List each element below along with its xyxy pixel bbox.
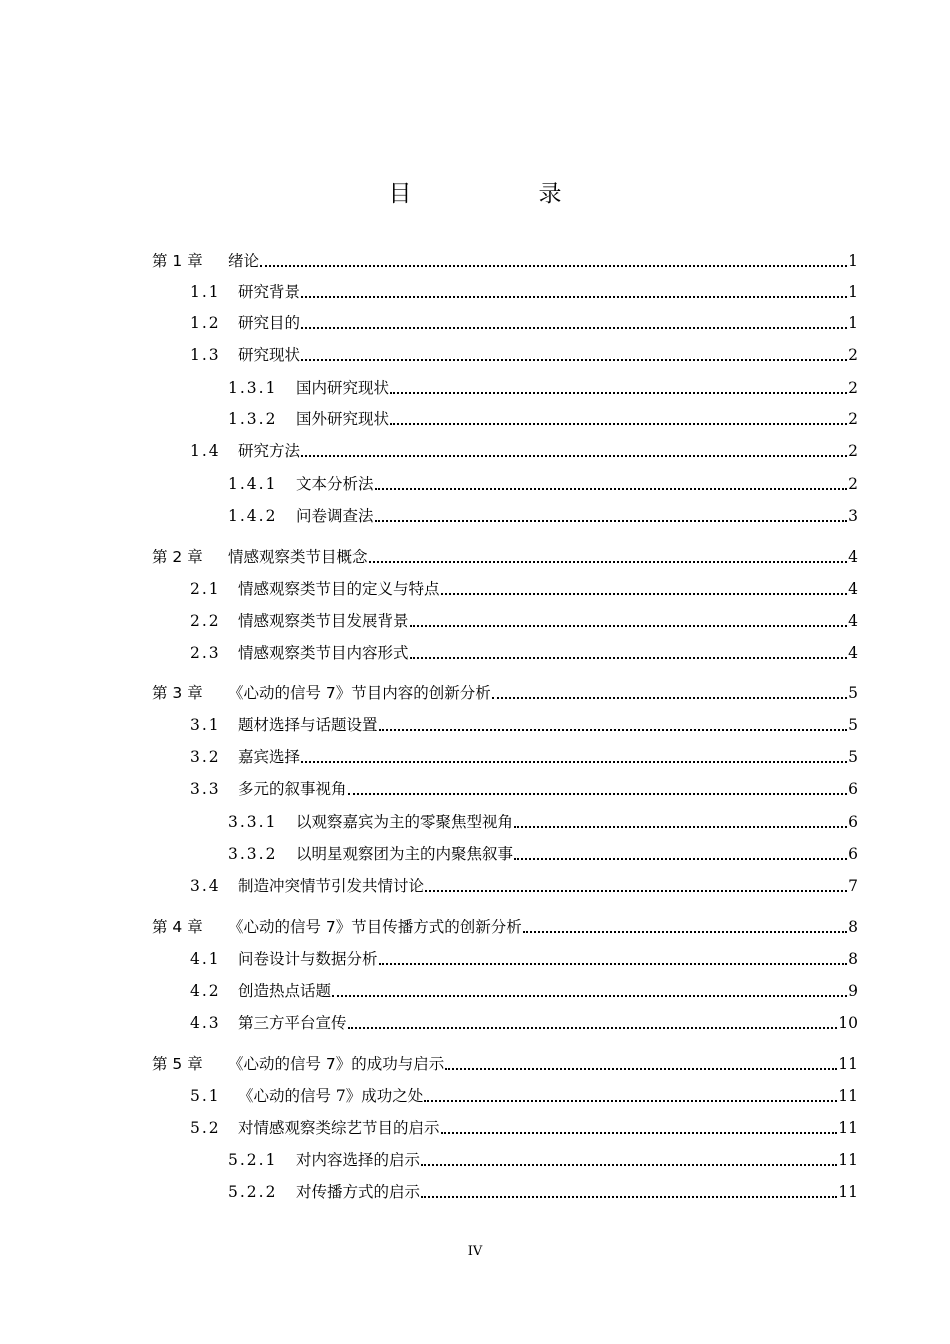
toc-entry-title: 以观察嘉宾为主的零聚焦型视角 — [296, 813, 514, 831]
toc-entry-page: 2 — [848, 346, 858, 364]
toc-entry-page: 5 — [848, 716, 858, 734]
toc-entry-number: 2.1 — [190, 580, 221, 598]
toc-entry-title: 多元的叙事视角 — [238, 780, 347, 798]
toc-entry-page: 5 — [848, 684, 858, 702]
toc-entry-number: 4.3 — [190, 1014, 221, 1032]
toc-dot-leader — [260, 264, 847, 267]
toc-section-entry[interactable] — [0, 440, 858, 462]
toc-dot-leader — [375, 487, 848, 490]
toc-entry-title: 《心动的信号 7》成功之处 — [238, 1087, 424, 1105]
toc-entry-title: 制造冲突情节引发共情讨论 — [238, 877, 425, 895]
toc-section-entry[interactable] — [0, 505, 858, 527]
toc-section-entry[interactable] — [0, 778, 858, 800]
toc-entry-title: 第三方平台宣传 — [238, 1014, 347, 1032]
toc-entry-title: 情感观察类节目内容形式 — [238, 644, 409, 662]
toc-entry-title: 情感观察类节目发展背景 — [238, 612, 409, 630]
toc-entry-page: 4 — [848, 548, 858, 566]
toc-dot-leader — [379, 962, 848, 965]
toc-entry-title: 对情感观察类综艺节目的启示 — [238, 1119, 440, 1137]
toc-dot-leader — [425, 889, 847, 892]
toc-section-entry[interactable] — [0, 1012, 858, 1034]
toc-entry-page: 11 — [838, 1151, 858, 1169]
toc-entry-page: 11 — [838, 1183, 858, 1201]
toc-section-entry[interactable] — [0, 377, 858, 399]
toc-dot-leader — [514, 825, 847, 828]
toc-entry-number: 第 1 章 — [152, 252, 203, 270]
toc-entry-number: 4.2 — [190, 982, 221, 1000]
toc-section-entry[interactable] — [0, 843, 858, 865]
toc-entry-number: 第 4 章 — [152, 918, 203, 936]
toc-section-entry[interactable] — [0, 578, 858, 600]
toc-entry-page: 1 — [848, 252, 858, 270]
toc-dot-leader — [301, 454, 847, 457]
toc-entry-page: 6 — [848, 780, 858, 798]
toc-entry-number: 1.4.1 — [228, 475, 278, 493]
toc-chapter-entry[interactable] — [0, 250, 858, 272]
toc-section-entry[interactable] — [0, 746, 858, 768]
toc-entry-page: 9 — [848, 982, 858, 1000]
toc-dot-leader — [421, 1195, 837, 1198]
toc-entry-number: 1.3 — [190, 346, 221, 364]
toc-dot-leader — [348, 1026, 838, 1029]
toc-section-entry[interactable] — [0, 714, 858, 736]
toc-section-entry[interactable] — [0, 1149, 858, 1171]
toc-section-entry[interactable] — [0, 473, 858, 495]
toc-section-entry[interactable] — [0, 875, 858, 897]
toc-entry-title: 绪论 — [228, 252, 260, 270]
toc-entry-page: 4 — [848, 580, 858, 598]
toc-entry-title: 研究背景 — [238, 283, 301, 301]
toc-entry-number: 1.4 — [190, 442, 221, 460]
toc-entry-number: 3.2 — [190, 748, 221, 766]
toc-dot-leader — [332, 994, 847, 997]
toc-entry-title: 国外研究现状 — [296, 410, 390, 428]
toc-entry-title: 问卷设计与数据分析 — [238, 950, 378, 968]
toc-entry-page: 4 — [848, 644, 858, 662]
toc-chapter-entry[interactable] — [0, 682, 858, 704]
toc-chapter-entry[interactable] — [0, 546, 858, 568]
toc-entry-page: 2 — [848, 410, 858, 428]
toc-entry-page: 3 — [848, 507, 858, 525]
toc-dot-leader — [379, 728, 848, 731]
toc-dot-leader — [445, 1067, 837, 1070]
toc-entry-title: 研究方法 — [238, 442, 301, 460]
toc-entry-page: 7 — [848, 877, 858, 895]
toc-entry-number: 5.2.1 — [228, 1151, 278, 1169]
toc-entry-page: 1 — [848, 314, 858, 332]
toc-entry-number: 2.2 — [190, 612, 221, 630]
toc-entry-title: 嘉宾选择 — [238, 748, 301, 766]
toc-entry-number: 3.1 — [190, 716, 221, 734]
toc-dot-leader — [441, 1131, 838, 1134]
toc-entry-title: 情感观察类节目的定义与特点 — [238, 580, 440, 598]
toc-entry-title: 对内容选择的启示 — [296, 1151, 421, 1169]
toc-section-entry[interactable] — [0, 610, 858, 632]
toc-entry-number: 1.3.2 — [228, 410, 278, 428]
toc-entry-number: 第 3 章 — [152, 684, 203, 702]
toc-entry-number: 3.3 — [190, 780, 221, 798]
toc-entry-title: 《心动的信号 7》节目内容的创新分析 — [228, 684, 491, 702]
toc-dot-leader — [390, 391, 847, 394]
toc-section-entry[interactable] — [0, 980, 858, 1002]
toc-section-entry[interactable] — [0, 642, 858, 664]
toc-dot-leader — [369, 560, 848, 563]
toc-dot-leader — [301, 326, 847, 329]
toc-section-entry[interactable] — [0, 1181, 858, 1203]
toc-dot-leader — [410, 624, 848, 627]
toc-chapter-entry[interactable] — [0, 1053, 858, 1075]
toc-entry-number: 第 2 章 — [152, 548, 203, 566]
toc-entry-page: 10 — [838, 1014, 858, 1032]
toc-dot-leader — [492, 696, 847, 699]
toc-entry-number: 1.3.1 — [228, 379, 278, 397]
toc-chapter-entry[interactable] — [0, 916, 858, 938]
toc-entry-number: 1.2 — [190, 314, 221, 332]
toc-entry-number: 3.4 — [190, 877, 221, 895]
toc-section-entry[interactable] — [0, 312, 858, 334]
toc-entry-page: 11 — [838, 1119, 858, 1137]
toc-entry-number: 5.2 — [190, 1119, 221, 1137]
toc-entry-page: 2 — [848, 475, 858, 493]
toc-entry-number: 5.1 — [190, 1087, 221, 1105]
toc-entry-page: 11 — [838, 1087, 858, 1105]
toc-entry-title: 《心动的信号 7》节目传播方式的创新分析 — [228, 918, 522, 936]
toc-entry-title: 文本分析法 — [296, 475, 374, 493]
toc-entry-page: 6 — [848, 845, 858, 863]
toc-dot-leader — [421, 1163, 837, 1166]
toc-entry-page: 2 — [848, 379, 858, 397]
toc-dot-leader — [301, 358, 847, 361]
page-number-footer: IV — [467, 1244, 483, 1259]
toc-entry-page: 1 — [848, 283, 858, 301]
toc-dot-leader — [424, 1099, 837, 1102]
toc-entry-title: 问卷调查法 — [296, 507, 374, 525]
toc-dot-leader — [514, 857, 847, 860]
toc-entry-number: 4.1 — [190, 950, 221, 968]
toc-entry-title: 题材选择与话题设置 — [238, 716, 378, 734]
toc-entry-number: 3.3.2 — [228, 845, 278, 863]
toc-entry-number: 1.4.2 — [228, 507, 278, 525]
toc-dot-leader — [301, 760, 847, 763]
toc-entry-page: 6 — [848, 813, 858, 831]
toc-entry-title: 《心动的信号 7》的成功与启示 — [228, 1055, 445, 1073]
toc-entry-title: 对传播方式的启示 — [296, 1183, 421, 1201]
toc-section-entry[interactable] — [0, 408, 858, 430]
toc-section-entry[interactable] — [0, 948, 858, 970]
toc-entry-title: 以明星观察团为主的内聚焦叙事 — [296, 845, 514, 863]
toc-dot-leader — [390, 422, 847, 425]
toc-section-entry[interactable] — [0, 344, 858, 366]
toc-entry-number: 5.2.2 — [228, 1183, 278, 1201]
toc-entry-number: 3.3.1 — [228, 813, 278, 831]
toc-entry-page: 4 — [848, 612, 858, 630]
toc-entry-title: 研究目的 — [238, 314, 301, 332]
toc-entry-page: 2 — [848, 442, 858, 460]
toc-entry-title: 研究现状 — [238, 346, 301, 364]
toc-dot-leader — [441, 592, 848, 595]
toc-dot-leader — [410, 656, 848, 659]
toc-section-entry[interactable] — [0, 811, 858, 833]
toc-entry-number: 2.3 — [190, 644, 221, 662]
toc-entry-page: 8 — [848, 950, 858, 968]
toc-entry-title: 情感观察类节目概念 — [228, 548, 368, 566]
toc-entry-number: 第 5 章 — [152, 1055, 203, 1073]
toc-section-entry[interactable] — [0, 281, 858, 303]
toc-entry-title: 创造热点话题 — [238, 982, 332, 1000]
toc-entry-page: 8 — [848, 918, 858, 936]
toc-dot-leader — [523, 930, 847, 933]
toc-section-entry[interactable] — [0, 1085, 858, 1107]
toc-entry-title: 国内研究现状 — [296, 379, 390, 397]
toc-dot-leader — [301, 295, 847, 298]
toc-entry-number: 1.1 — [190, 283, 221, 301]
page-title: 目 录 — [388, 181, 614, 207]
toc-entry-page: 5 — [848, 748, 858, 766]
toc-dot-leader — [375, 519, 848, 522]
toc-section-entry[interactable] — [0, 1117, 858, 1139]
toc-dot-leader — [348, 792, 848, 795]
toc-entry-page: 11 — [838, 1055, 858, 1073]
